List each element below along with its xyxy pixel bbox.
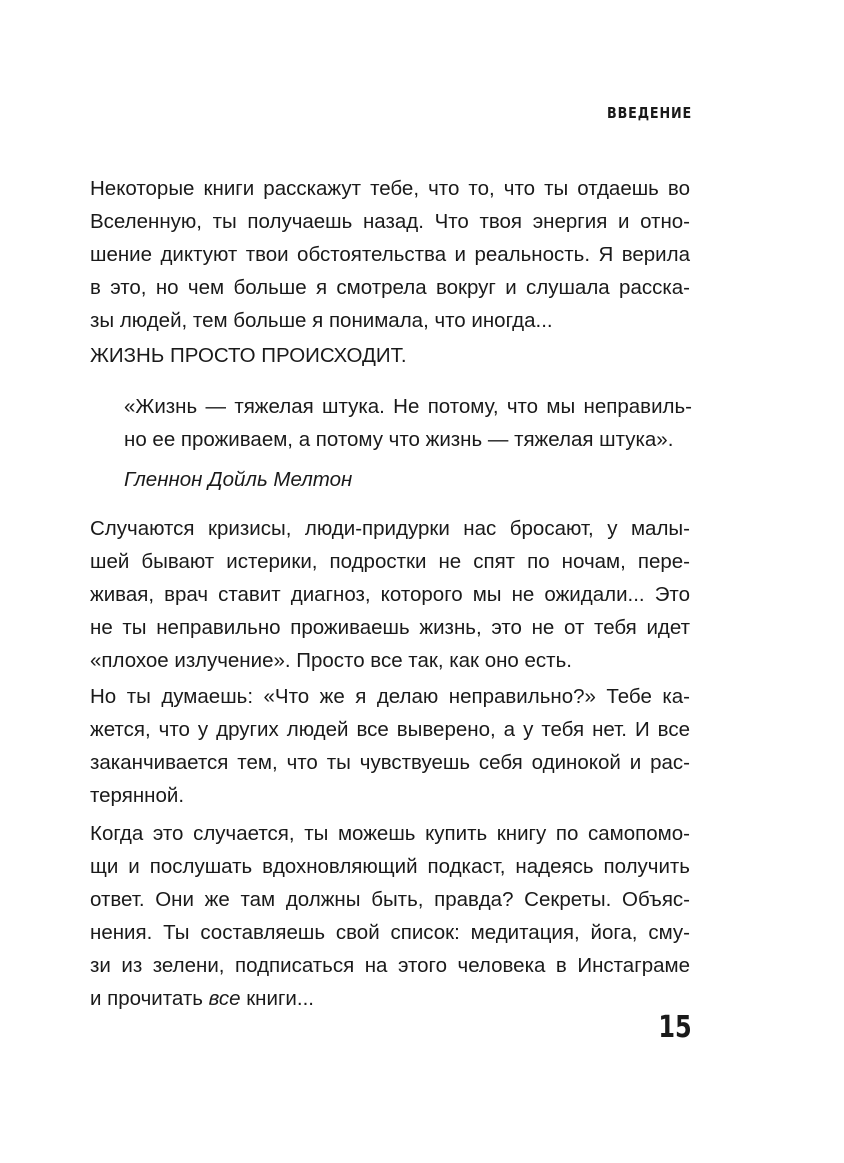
paragraph-line: Случаются кризисы, люди-придурки нас бросают, у малы- xyxy=(90,517,690,540)
paragraph-line: ответ. Они же там должны быть, правда? Секреты. Объяс- xyxy=(90,888,690,911)
paragraph-line: в это, но чем больше я смотрела вокруг и слушала расска- xyxy=(90,276,690,299)
quote-author: Гленнон Дойль Мелтон xyxy=(124,468,353,491)
page-number: 15 xyxy=(658,1010,692,1045)
paragraph-intro xyxy=(90,172,690,337)
paragraph-line: шение диктуют твои обстоятельства и реальность. Я верила xyxy=(90,243,690,266)
paragraph-line: нения. Ты составляешь свой список: медитация, йога, сму- xyxy=(90,921,690,944)
paragraph-line: жется, что у других людей все выверено, а у тебя нет. И все xyxy=(90,718,690,741)
paragraph-line: Когда это случается, ты можешь купить книгу по самопомо- xyxy=(90,822,690,845)
paragraph-crises xyxy=(90,512,690,677)
paragraph-thinking xyxy=(90,680,690,812)
paragraph-line: «плохое излучение». Просто все так, как оно есть. xyxy=(90,649,572,672)
quote-line: «Жизнь — тяжелая штука. Не потому, что мы неправиль- xyxy=(124,395,692,418)
paragraph-line xyxy=(90,982,690,1015)
paragraph-line: зи из зелени, подписаться на этого человека в Инстаграме xyxy=(90,954,690,977)
paragraph-line: Вселенную, ты получаешь назад. Что твоя энергия и отно- xyxy=(90,210,690,233)
paragraph-line: терянной. xyxy=(90,784,185,807)
line-text: книги... xyxy=(240,987,314,1010)
paragraph-line: Некоторые книги расскажут тебе, что то, что ты отдаешь во xyxy=(90,177,690,200)
paragraph-line: щи и послушать вдохновляющий подкаст, надеясь получить xyxy=(90,855,690,878)
paragraph-line: шей бывают истерики, подростки не спят по ночам, пере- xyxy=(90,550,690,573)
paragraph-line: не ты неправильно проживаешь жизнь, это не от тебя идет xyxy=(90,616,690,639)
paragraph-line: зы людей, тем больше я понимала, что иногда... xyxy=(90,309,553,332)
line-text: и прочитать xyxy=(90,987,209,1010)
epigraph-quote xyxy=(124,390,692,456)
paragraph-line: живая, врач ставит диагноз, которого мы не ожидали... Это xyxy=(90,583,690,606)
running-header: ВВЕДЕНИЕ xyxy=(606,104,692,122)
paragraph-line: Но ты думаешь: «Что же я делаю неправильно?» Тебе ка- xyxy=(90,685,690,708)
statement-heading: ЖИЗНЬ ПРОСТО ПРОИСХОДИТ. xyxy=(90,344,407,367)
quote-line: но ее проживаем, а потому что жизнь — тяжелая штука». xyxy=(124,428,674,451)
paragraph-line: заканчивается тем, что ты чувствуешь себя одинокой и рас- xyxy=(90,751,690,774)
emphasis-word: все xyxy=(208,987,241,1010)
paragraph-self-help xyxy=(90,817,690,1015)
